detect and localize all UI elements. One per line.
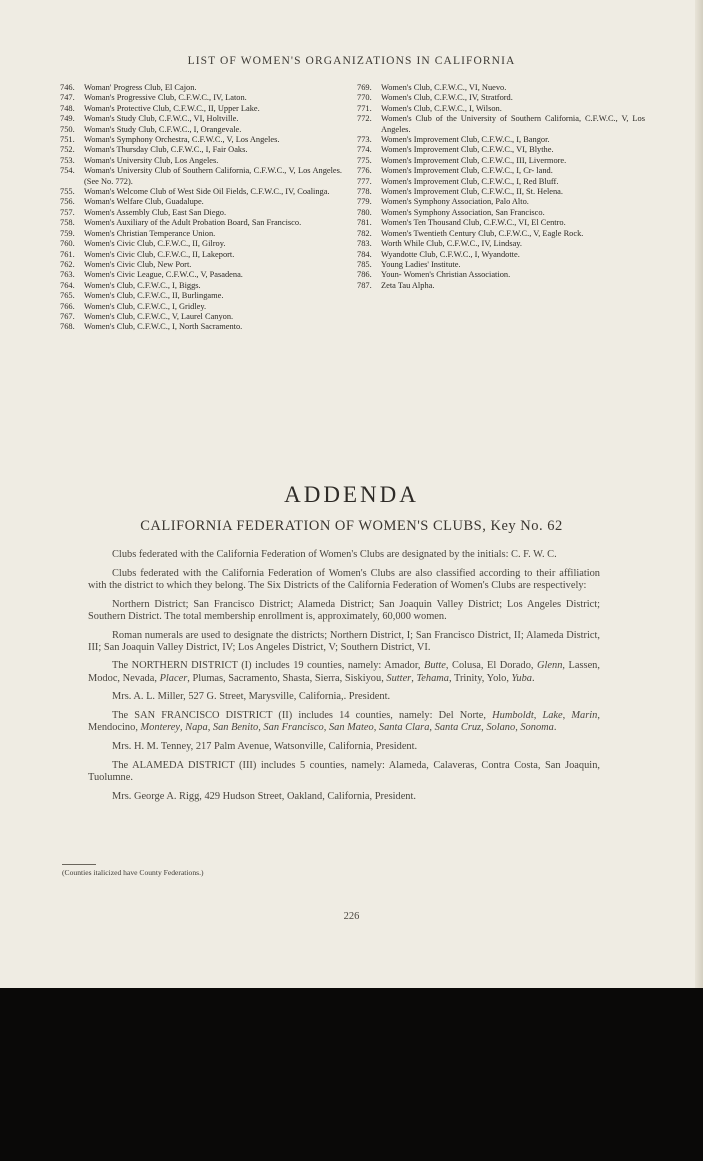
page-number: 226 xyxy=(343,911,360,922)
entry-number: 751. xyxy=(60,135,75,145)
list-entry xyxy=(60,291,342,301)
list-entry xyxy=(357,104,645,114)
entry-number: 763. xyxy=(60,270,75,280)
footnote: (Counties italicized have County Federations.) xyxy=(62,868,204,877)
list-entry xyxy=(357,239,645,249)
paragraph: Roman numerals are used to designate the districts; Northern District, I; San Francisco District, II; Alameda District, III; San Joaquin Valley District, IV; Los Angeles District, V; Southern District, VI. xyxy=(88,629,600,653)
list-entry xyxy=(60,187,342,197)
list-entry xyxy=(60,270,342,280)
list-entry xyxy=(60,312,342,322)
san-francisco-district-paragraph: The SAN FRANCISCO DISTRICT (II) includes 14 counties, namely: Del Norte, Humboldt, Lake, Marin, Mendocino, Monterey, Napa, San Benito, San Francisco, San Mateo, Santa Clara, Santa Cruz, Solano, Sonoma. xyxy=(88,710,600,734)
entry-text: Woman's University Club of Southern California, C.F.W.C., V, Los Angeles. (See No. 772). xyxy=(84,166,342,186)
entry-text: Women's Club of the University of Southern California, C.F.W.C., V, Los Angeles. xyxy=(381,114,645,134)
entry-text: Woman's Symphony Orchestra, C.F.W.C., V, Los Angeles. xyxy=(84,135,280,145)
list-entry xyxy=(357,229,645,239)
entry-text: Women's Christian Temperance Union. xyxy=(84,228,216,238)
entry-number: 778. xyxy=(357,187,372,197)
entry-text: Women's Twentieth Century Club, C.F.W.C., V, Eagle Rock. xyxy=(381,228,584,238)
entry-text: Woman's University Club, Los Angeles. xyxy=(84,155,219,165)
entry-text: Women's Club, C.F.W.C., I, Wilson. xyxy=(381,103,502,113)
entry-number: 786. xyxy=(357,270,372,280)
addenda-body xyxy=(88,549,600,809)
entry-number: 746. xyxy=(60,83,75,92)
entry-text: Woman's Study Club, C.F.W.C., VI, Holtville. xyxy=(84,114,239,124)
list-entry xyxy=(60,322,342,332)
entry-text: Woman's Welfare Club, Guadalupe. xyxy=(84,197,204,207)
list-entry xyxy=(60,218,342,228)
entry-text: Woman's Protective Club, C.F.W.C., II, Upper Lake. xyxy=(84,103,260,113)
entry-text: Wyandotte Club, C.F.W.C., I, Wyandotte. xyxy=(381,249,520,259)
list-entry xyxy=(60,229,342,239)
entry-number: 764. xyxy=(60,280,75,290)
entry-number: 753. xyxy=(60,155,75,165)
entry-number: 776. xyxy=(357,166,372,176)
entry-number: 783. xyxy=(357,239,372,249)
entry-text: Women's Club, C.F.W.C., II, Burlingame. xyxy=(84,291,224,301)
entry-number: 760. xyxy=(60,239,75,249)
entry-number: 757. xyxy=(60,207,75,217)
entry-number: 787. xyxy=(357,280,372,290)
list-entry xyxy=(357,114,645,135)
list-entry xyxy=(357,281,645,291)
list-entry xyxy=(357,93,645,103)
entry-number: 756. xyxy=(60,197,75,207)
entry-number: 755. xyxy=(60,187,75,197)
entry-number: 749. xyxy=(60,114,75,124)
list-entry xyxy=(357,197,645,207)
entry-number: 773. xyxy=(357,135,372,145)
running-head: LIST OF WOMEN'S ORGANIZATIONS IN CALIFORNIA xyxy=(187,55,516,67)
entry-number: 782. xyxy=(357,228,372,238)
list-entry xyxy=(357,166,645,176)
list-entry xyxy=(60,104,342,114)
entry-text: Woman's Thursday Club, C.F.W.C., I, Fair Oaks. xyxy=(84,145,248,155)
entry-text: Women's Improvement Club, C.F.W.C., I, Bangor. xyxy=(381,135,550,145)
entry-text: Women's Symphony Association, San Francisco. xyxy=(381,207,545,217)
entry-number: 784. xyxy=(357,249,372,259)
entry-text: Woman's Progressive Club, C.F.W.C., IV, Laton. xyxy=(84,93,247,103)
entry-number: 762. xyxy=(60,259,75,269)
entry-text: Women's Civic Club, C.F.W.C., II, Lakeport. xyxy=(84,249,235,259)
entry-number: 758. xyxy=(60,218,75,228)
entry-number: 768. xyxy=(60,322,75,332)
entry-text: Zeta Tau Alpha. xyxy=(381,280,435,290)
entry-text: Women's Improvement Club, C.F.W.C., I, Red Bluff. xyxy=(381,176,559,186)
list-entry xyxy=(357,260,645,270)
entry-number: 772. xyxy=(357,114,372,124)
list-entry xyxy=(357,156,645,166)
entry-text: Woman's Welcome Club of West Side Oil Fields, C.F.W.C., IV, Coalinga. xyxy=(84,187,330,197)
entry-number: 752. xyxy=(60,145,75,155)
entry-text: Women's Assembly Club, East San Diego. xyxy=(84,207,227,217)
entry-text: Youn- Women's Christian Association. xyxy=(381,270,511,280)
northern-district-paragraph: The NORTHERN DISTRICT (I) includes 19 counties, namely: Amador, Butte, Colusa, El Dorado, Glenn, Lassen, Modoc, Nevada, Placer, Plumas, Sacramento, Shasta, Sierra, Siskiyou, Sutter, Tehama, Trinity, Yolo, Yuba. xyxy=(88,660,600,684)
entry-number: 785. xyxy=(357,259,372,269)
entry-text: Women's Improvement Club, C.F.W.C., III, Livermore. xyxy=(381,155,567,165)
entry-number: 779. xyxy=(357,197,372,207)
entry-number: 748. xyxy=(60,103,75,113)
entry-text: Young Ladies' Institute. xyxy=(381,259,461,269)
list-entry xyxy=(60,197,342,207)
list-entry xyxy=(357,218,645,228)
federation-heading: CALIFORNIA FEDERATION OF WOMEN'S CLUBS, Key No. 62 xyxy=(140,518,563,534)
alameda-district-paragraph: The ALAMEDA DISTRICT (III) includes 5 counties, namely: Alameda, Calaveras, Contra Costa, San Joaquin, Tuolumne. xyxy=(88,759,600,783)
list-entry xyxy=(60,125,342,135)
left-column xyxy=(60,83,342,333)
entry-text: Women's Club, C.F.W.C., I, Gridley. xyxy=(84,301,207,311)
list-entry xyxy=(357,208,645,218)
alameda-president: Mrs. George A. Rigg, 429 Hudson Street, Oakland, California, President. xyxy=(112,790,416,802)
entry-text: Woman's Study Club, C.F.W.C., I, Orangevale. xyxy=(84,124,242,134)
entry-text: Women's Civic Club, New Port. xyxy=(84,259,192,269)
entry-number: 780. xyxy=(357,207,372,217)
list-entry xyxy=(60,166,342,187)
entry-text: Women's Improvement Club, C.F.W.C., II, St. Helena. xyxy=(381,187,563,197)
entry-text: Women's Club, C.F.W.C., I, North Sacramento. xyxy=(84,322,243,332)
entry-text: Women's Civic Club, C.F.W.C., II, Gilroy. xyxy=(84,239,226,249)
northern-president: Mrs. A. L. Miller, 527 G. Street, Marysville, California,. President. xyxy=(112,691,391,703)
list-entry xyxy=(357,135,645,145)
entry-number: 765. xyxy=(60,291,75,301)
list-entry xyxy=(60,208,342,218)
entry-text: Women's Improvement Club, C.F.W.C., VI, Blythe. xyxy=(381,145,554,155)
list-entry xyxy=(60,302,342,312)
entry-number: 750. xyxy=(60,124,75,134)
san-francisco-president: Mrs. H. M. Tenney, 217 Palm Avenue, Watsonville, California, President. xyxy=(112,740,418,752)
list-entry xyxy=(60,93,342,103)
list-entry xyxy=(357,177,645,187)
entry-number: 781. xyxy=(357,218,372,228)
paragraph: Northern District; San Francisco District; Alameda District; San Joaquin Valley District; Los Angeles District; Southern District. The total membership enrollment is, approximately, 60,000 women. xyxy=(88,598,600,622)
list-entry xyxy=(60,260,342,270)
entry-number: 769. xyxy=(357,83,372,92)
list-entry xyxy=(357,270,645,280)
entry-text: Women's Symphony Association, Palo Alto. xyxy=(381,197,529,207)
entry-number: 747. xyxy=(60,93,75,103)
addenda-title: ADDENDA xyxy=(284,482,419,507)
entry-number: 770. xyxy=(357,93,372,103)
list-entry xyxy=(60,281,342,291)
entry-text: Women's Improvement Club, C.F.W.C., I, Cr- land. xyxy=(381,166,553,176)
list-entry xyxy=(60,135,342,145)
list-entry xyxy=(357,83,645,93)
entry-number: 771. xyxy=(357,103,372,113)
paragraph: Clubs federated with the California Federation of Women's Clubs are designated by the initials: C. F. W. C. xyxy=(112,549,557,560)
list-entry xyxy=(60,239,342,249)
list-entry xyxy=(60,145,342,155)
list-entry xyxy=(60,114,342,124)
entry-number: 774. xyxy=(357,145,372,155)
list-entry xyxy=(60,156,342,166)
list-entry xyxy=(357,145,645,155)
entry-number: 775. xyxy=(357,155,372,165)
entry-number: 777. xyxy=(357,176,372,186)
entry-number: 766. xyxy=(60,301,75,311)
entry-number: 767. xyxy=(60,311,75,321)
list-entry xyxy=(357,250,645,260)
entry-text: Women's Club, C.F.W.C., V, Laurel Canyon. xyxy=(84,311,234,321)
entry-text: Women's Club, C.F.W.C., IV, Stratford. xyxy=(381,93,513,103)
entry-text: Worth While Club, C.F.W.C., IV, Lindsay. xyxy=(381,239,523,249)
list-entry xyxy=(60,83,342,93)
entry-text: Woman' Progress Club, El Cajon. xyxy=(84,83,197,92)
right-column xyxy=(357,83,645,291)
entry-text: Women's Auxiliary of the Adult Probation Board, San Francisco. xyxy=(84,218,302,228)
list-entry xyxy=(60,250,342,260)
entry-number: 759. xyxy=(60,228,75,238)
paragraph: Clubs federated with the California Federation of Women's Clubs are also classified according to their affiliation with the district to which they belong. The Six Districts of the California Federation of Women's Clubs are respectively: xyxy=(88,567,600,591)
entry-text: Women's Ten Thousand Club, C.F.W.C., VI, El Centro. xyxy=(381,218,566,228)
entry-text: Women's Civic League, C.F.W.C., V, Pasadena. xyxy=(84,270,243,280)
entry-text: Women's Club, C.F.W.C., VI, Nuevo. xyxy=(381,83,507,92)
entry-text: Women's Club, C.F.W.C., I, Biggs. xyxy=(84,280,201,290)
list-entry xyxy=(357,187,645,197)
entry-number: 761. xyxy=(60,249,75,259)
footnote-rule xyxy=(62,864,96,865)
entry-number: 754. xyxy=(60,166,75,176)
